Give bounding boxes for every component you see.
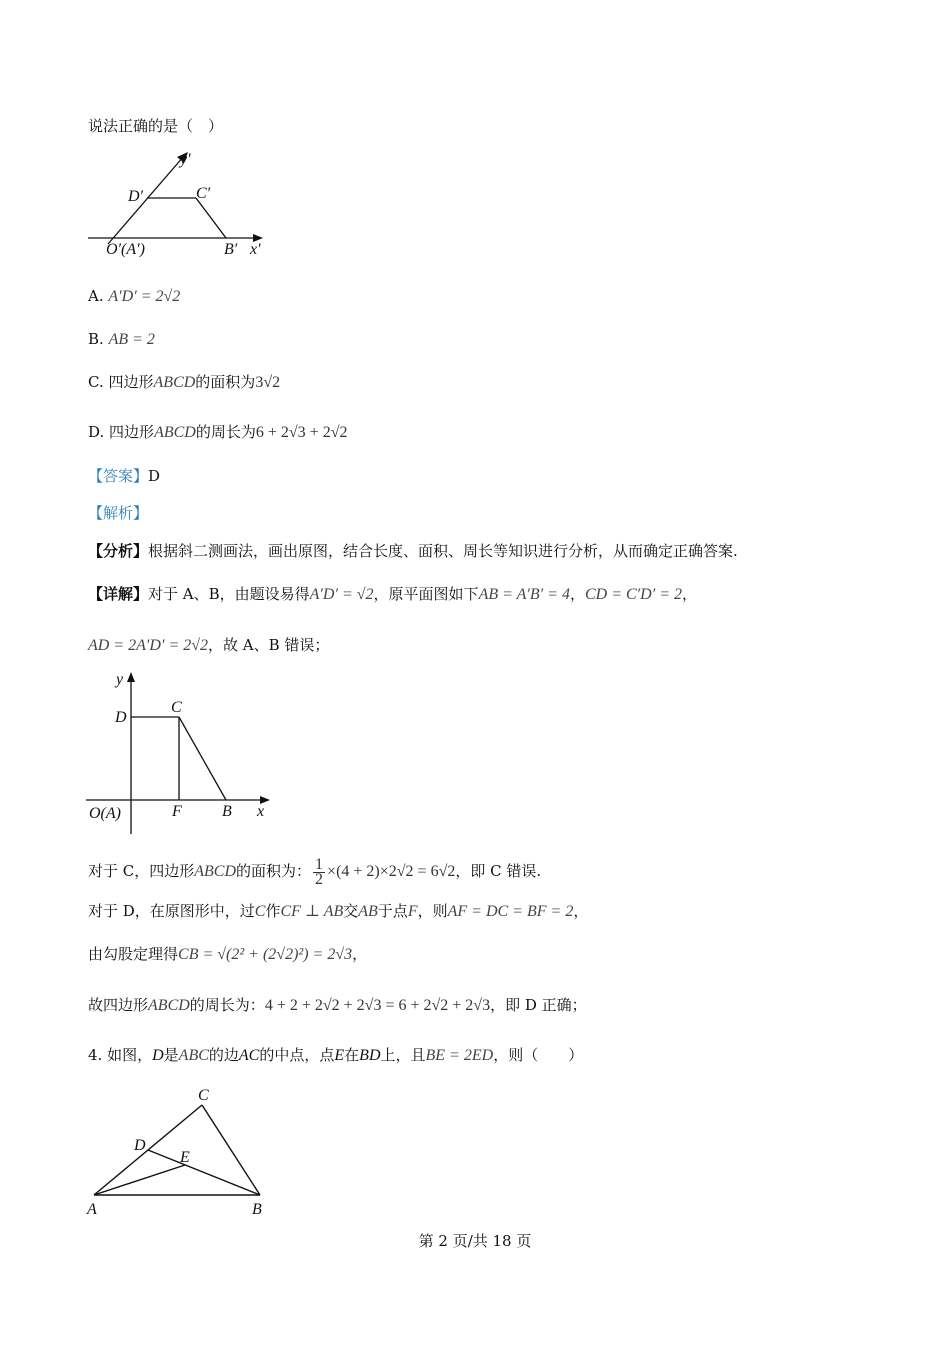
c-part-frac-den: 2 — [315, 870, 324, 888]
c-part-t1: 对于 C，四边形 — [88, 862, 195, 880]
xiangjie-t2: ，原平面图如下 — [373, 585, 479, 603]
c-part-frac-num: 1 — [315, 855, 324, 873]
fig1-O-label: O′(A′) — [106, 241, 145, 258]
d-part-m6: CB = √(2² + (2√2)²) = 2√3 — [178, 946, 353, 963]
xiangjie-line2 — [88, 635, 329, 656]
xiangjie-m1: A′D′ = √2 — [309, 586, 374, 603]
fig1-y-label: y′ — [180, 151, 191, 168]
q4-m1: D — [152, 1047, 164, 1064]
fig2-B-label: B — [222, 803, 232, 820]
option-a-math: A′D′ = 2√2 — [108, 288, 181, 305]
xiangjie-t1: 对于 A、B，由题设易得 — [148, 585, 310, 603]
c-part-t3: ，即 C 错误. — [455, 862, 542, 880]
d-part-m8: 4 + 2 + 2√2 + 2√3 = 6 + 2√2 + 2√3 — [264, 997, 491, 1014]
option-c-text2: 的面积为 — [195, 373, 256, 391]
option-c-text1: 四边形 — [108, 373, 154, 391]
fig2-O-label: O(A) — [89, 805, 121, 822]
option-d-math2: 6 + 2√3 + 2√2 — [255, 424, 348, 441]
q4-m6: BE = 2ED — [425, 1047, 494, 1064]
d-part-t8: ， — [352, 945, 368, 963]
c-part-m1: ABCD — [194, 863, 237, 880]
fig1-B-label: B′ — [224, 241, 238, 258]
d-part-t7: 由勾股定理得 — [88, 945, 179, 963]
fig2-x-label: x — [257, 803, 265, 820]
d-part-t10: 的周长为： — [189, 996, 265, 1014]
c-part-m2: ×(4 + 2)×2√2 = 6√2 — [327, 863, 456, 880]
answer-tag: 【答案】 — [88, 467, 149, 485]
figure-original-plane — [86, 666, 286, 838]
q4-t6: 上，且 — [380, 1046, 426, 1064]
option-d — [88, 422, 347, 443]
d-part-m2: CF ⊥ AB — [280, 903, 344, 920]
answer-value: D — [148, 467, 161, 485]
fig3-E-label: E — [180, 1149, 190, 1166]
fenxi-line — [88, 541, 738, 561]
d-part-m1: C — [254, 903, 266, 920]
question-4 — [88, 1045, 583, 1066]
d-part-line2 — [88, 944, 367, 965]
d-part-t4: 于点 — [377, 902, 408, 920]
option-c-math1: ABCD — [153, 374, 196, 391]
question-stem-tail: 说法正确的是（ ） — [88, 117, 224, 135]
fig2-F-label: F — [172, 803, 182, 820]
q4-t2: 是 — [163, 1046, 179, 1064]
d-part-m5: AF = DC = BF = 2 — [447, 903, 574, 920]
option-a — [88, 286, 180, 307]
figure-triangle-abc — [84, 1083, 274, 1221]
d-part-t2: 作 — [265, 902, 281, 920]
xiangjie-t3: ， — [569, 585, 585, 603]
figure-oblique-drawing — [88, 148, 288, 263]
option-c — [88, 372, 280, 393]
q4-t3: 的边 — [208, 1046, 239, 1064]
xiangjie-line1 — [88, 584, 697, 605]
d-part-t11: ，即 D 正确； — [490, 996, 587, 1014]
option-d-math1: ABCD — [154, 424, 196, 441]
option-d-text2: 的周长为 — [195, 423, 256, 441]
option-c-math2: 3√2 — [255, 374, 281, 391]
fig1-D-label: D′ — [128, 188, 144, 205]
option-d-text1: 四边形 — [109, 423, 155, 441]
option-a-label: A. — [88, 287, 104, 305]
d-part-line3 — [88, 995, 587, 1016]
fig2-y-label: y — [116, 671, 124, 688]
xiangjie-t5: ，故 A、B 错误； — [208, 636, 330, 654]
xiangjie-tag: 【详解】 — [88, 585, 149, 603]
analysis-tag-line — [88, 503, 148, 523]
d-part-t3: 交 — [343, 902, 359, 920]
q4-m2: ABC — [178, 1047, 209, 1064]
d-part-m4: F — [407, 903, 418, 920]
fig3-D-label: D — [134, 1137, 146, 1154]
page-footer: 第 2 页/共 18 页 — [418, 1232, 532, 1250]
fig1-x-label: x′ — [250, 241, 261, 258]
fig2-C-label: C — [171, 699, 182, 716]
c-part-fraction — [313, 855, 325, 888]
d-part-line1 — [88, 901, 588, 922]
fig1-C-label: C′ — [196, 185, 211, 202]
q4-t7: ，则（ ） — [493, 1046, 584, 1064]
fenxi-tag: 【分析】 — [88, 542, 149, 560]
option-d-label: D. — [88, 423, 105, 441]
fig2-D-label: D — [115, 709, 127, 726]
d-part-m7: ABCD — [148, 997, 190, 1014]
c-part-t2: 的面积为： — [236, 862, 312, 880]
fig3-A-label: A — [87, 1201, 97, 1218]
option-b-math: AB = 2 — [108, 331, 155, 348]
option-b — [88, 329, 155, 350]
q4-m4: E — [334, 1047, 345, 1064]
d-part-t5: ，则 — [417, 902, 448, 920]
fig3-B-label: B — [252, 1201, 262, 1218]
xiangjie-t4: ， — [682, 585, 698, 603]
d-part-m3: AB — [358, 903, 378, 920]
d-part-t9: 故四边形 — [88, 996, 149, 1014]
xiangjie-m4: AD = 2A′D′ = 2√2 — [88, 637, 209, 654]
q4-t5: 在 — [344, 1046, 360, 1064]
d-part-t6: ， — [573, 902, 589, 920]
fenxi-text: 根据斜二测画法，画出原图，结合长度、面积、周长等知识进行分析，从而确定正确答案. — [148, 542, 738, 560]
q4-m3: AC — [238, 1047, 260, 1064]
xiangjie-m3: CD = C′D′ = 2 — [584, 586, 683, 603]
xiangjie-m2: AB = A′B′ = 4 — [478, 586, 570, 603]
q4-m5: BD — [359, 1047, 381, 1064]
option-c-label: C. — [88, 373, 104, 391]
q4-t4: 的中点，点 — [259, 1046, 335, 1064]
d-part-t1: 对于 D，在原图形中，过 — [88, 902, 255, 920]
c-part-line — [88, 857, 541, 887]
option-b-label: B. — [88, 330, 104, 348]
fig3-C-label: C — [198, 1087, 209, 1104]
analysis-tag: 【解析】 — [88, 504, 149, 522]
answer-line — [88, 466, 160, 486]
q4-t1: 4. 如图， — [88, 1046, 153, 1064]
